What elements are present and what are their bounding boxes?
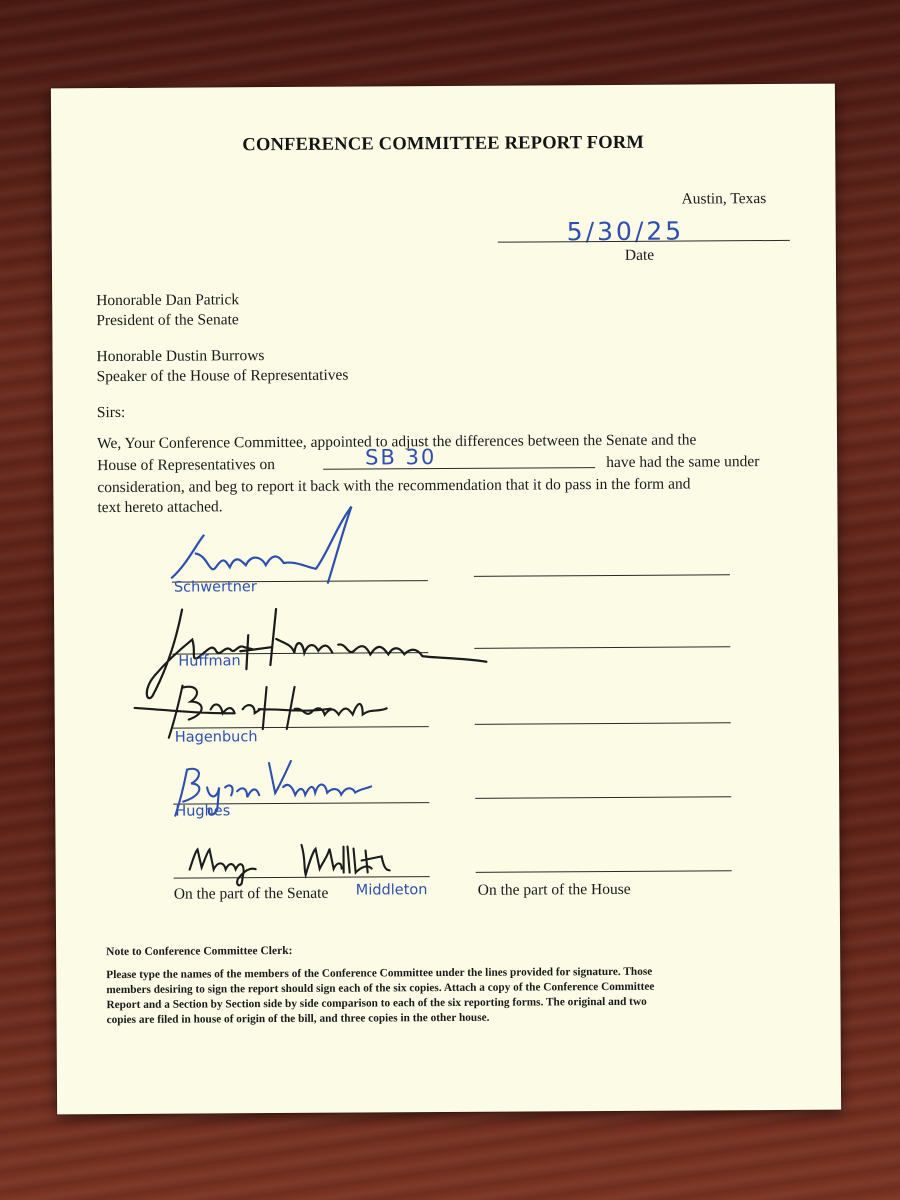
- salutation: Sirs:: [96, 403, 126, 422]
- note-line-4: copies are filed in house of origin of the bill, and three copies in the other house.: [106, 1011, 490, 1027]
- addressee-2-title: Speaker of the House of Representatives: [96, 366, 349, 386]
- printed-name-middleton: Middleton: [355, 882, 428, 899]
- handwritten-bill-number: SB 30: [365, 445, 437, 470]
- note-title: Note to Conference Committee Clerk:: [106, 944, 293, 959]
- form-title: CONFERENCE COMMITTEE REPORT FORM: [242, 132, 645, 156]
- house-signature-line-1: [474, 574, 730, 577]
- note-line-1: Please type the names of the members of the Conference Committee under the lines provided for signature. Those: [106, 965, 653, 982]
- addressee-2-name: Honorable Dustin Burrows: [96, 347, 265, 366]
- report-form-paper: [51, 84, 841, 1115]
- printed-name-hughes: Hughes: [175, 803, 231, 820]
- house-signature-line-4: [475, 796, 731, 799]
- house-side-label: On the part of the House: [477, 880, 631, 899]
- house-signature-line-2: [474, 646, 730, 649]
- paragraph-line-3: consideration, and beg to report it back with the recommendation that it do pass in the form and: [97, 475, 691, 497]
- senate-side-label: On the part of the Senate: [173, 884, 329, 903]
- location-text: Austin, Texas: [681, 190, 767, 208]
- paragraph-line-2-pre: House of Representatives on: [97, 456, 276, 475]
- note-line-3: Report and a Section by Section side by side comparison to each of the six reporting forms. The original and two: [106, 995, 647, 1012]
- date-label: Date: [624, 246, 655, 264]
- paragraph-line-4: text hereto attached.: [97, 498, 223, 517]
- signature-schwertner: [165, 504, 365, 585]
- printed-name-hagenbuch: Hagenbuch: [174, 729, 258, 746]
- bill-number-line: [323, 467, 595, 470]
- paragraph-line-1: We, Your Conference Committee, appointed to adjust the differences between the Senate and the: [96, 431, 697, 453]
- printed-name-schwertner: Schwertner: [173, 579, 257, 596]
- addressee-1-name: Honorable Dan Patrick: [96, 291, 240, 310]
- handwritten-date: 5/30/25: [566, 216, 685, 247]
- house-signature-line-3: [475, 722, 731, 725]
- printed-name-huffman: Huffman: [178, 653, 241, 670]
- house-signature-line-5: [476, 870, 732, 873]
- note-line-2: members desiring to sign the report should sign each of the six copies. Attach a copy of the Conference Committee: [106, 980, 655, 997]
- paragraph-line-2-post: have had the same under: [606, 453, 760, 472]
- addressee-1-title: President of the Senate: [96, 311, 239, 330]
